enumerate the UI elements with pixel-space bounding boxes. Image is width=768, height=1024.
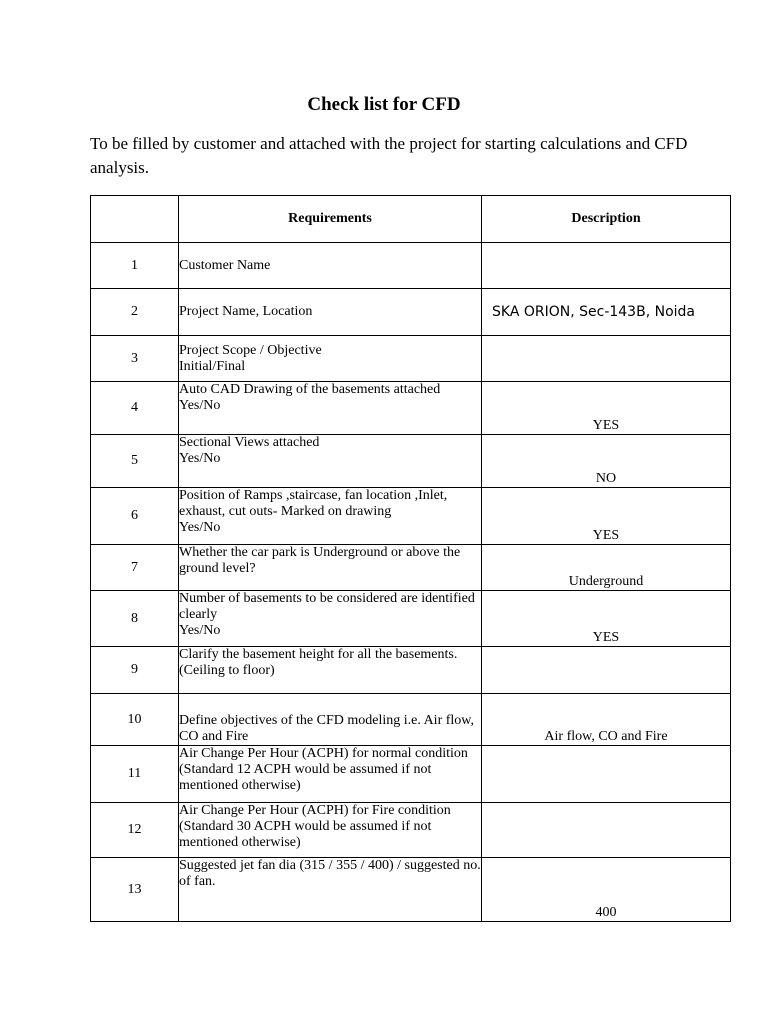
row-description[interactable] bbox=[482, 803, 731, 858]
table-row bbox=[91, 336, 731, 382]
row-number: 3 bbox=[91, 336, 179, 382]
requirement-line: Yes/No bbox=[179, 398, 221, 413]
requirement-line: Suggested jet fan dia (315 / 355 / 400) / suggested no. of fan. bbox=[179, 858, 481, 889]
checklist-table bbox=[90, 195, 731, 922]
row-requirement bbox=[179, 694, 482, 746]
table-header-row bbox=[91, 196, 731, 243]
table-row bbox=[91, 694, 731, 746]
row-requirement bbox=[179, 545, 482, 591]
row-number: 11 bbox=[91, 746, 179, 803]
requirement-line: Air Change Per Hour (ACPH) for Fire condition (Standard 30 ACPH would be assumed if not mentioned otherwise) bbox=[179, 803, 451, 850]
row-requirement bbox=[179, 746, 482, 803]
row-description[interactable] bbox=[482, 647, 731, 694]
row-description[interactable] bbox=[482, 746, 731, 803]
row-requirement bbox=[179, 647, 482, 694]
row-description[interactable] bbox=[482, 243, 731, 289]
row-description[interactable]: YES bbox=[482, 382, 731, 435]
row-number: 10 bbox=[91, 694, 179, 746]
table-row bbox=[91, 289, 731, 336]
row-requirement bbox=[179, 435, 482, 488]
row-description[interactable] bbox=[482, 336, 731, 382]
row-number: 1 bbox=[91, 243, 179, 289]
requirement-line: Customer Name bbox=[179, 257, 271, 273]
row-description[interactable]: YES bbox=[482, 488, 731, 545]
table-row bbox=[91, 858, 731, 922]
requirement-line: Position of Ramps ,staircase, fan location ,Inlet, exhaust, cut outs- Marked on drawing bbox=[179, 488, 448, 519]
document-intro: To be filled by customer and attached with the project for starting calculations and CFD analysis. bbox=[90, 134, 688, 177]
table-row bbox=[91, 591, 731, 647]
row-requirement bbox=[179, 488, 482, 545]
requirement-line: Clarify the basement height for all the basements. bbox=[179, 647, 458, 662]
requirement-line: Air Change Per Hour (ACPH) for normal condition (Standard 12 ACPH would be assumed if not mentioned otherwise) bbox=[179, 746, 468, 793]
requirement-line: Sectional Views attached bbox=[179, 435, 320, 450]
row-number: 7 bbox=[91, 545, 179, 591]
row-number: 5 bbox=[91, 435, 179, 488]
row-number: 9 bbox=[91, 647, 179, 694]
requirement-line: Initial/Final bbox=[179, 358, 246, 374]
row-description[interactable]: YES bbox=[482, 591, 731, 647]
requirement-line: Yes/No bbox=[179, 520, 221, 535]
row-requirement bbox=[179, 382, 482, 435]
row-requirement bbox=[179, 803, 482, 858]
table-row bbox=[91, 803, 731, 858]
requirement-line: Auto CAD Drawing of the basements attached bbox=[179, 382, 441, 397]
row-number: 2 bbox=[91, 289, 179, 336]
table-row bbox=[91, 488, 731, 545]
table-row bbox=[91, 382, 731, 435]
requirement-line: Project Name, Location bbox=[179, 304, 313, 319]
row-number: 6 bbox=[91, 488, 179, 545]
table-row bbox=[91, 545, 731, 591]
table-row bbox=[91, 647, 731, 694]
requirement-line: Number of basements to be considered are identified clearly bbox=[179, 591, 475, 622]
row-requirement bbox=[179, 243, 482, 289]
requirement-line: Project Scope / Objective bbox=[179, 342, 322, 358]
requirement-line: Yes/No bbox=[179, 623, 221, 638]
row-number: 4 bbox=[91, 382, 179, 435]
row-description[interactable]: Air flow, CO and Fire bbox=[482, 694, 731, 746]
header-requirements: Requirements bbox=[179, 196, 482, 243]
requirement-line: Define objectives of the CFD modeling i.e. Air flow, CO and Fire bbox=[179, 713, 474, 744]
row-description[interactable]: 400 bbox=[482, 858, 731, 922]
requirement-line: (Ceiling to floor) bbox=[179, 663, 275, 678]
row-description[interactable]: SKA ORION, Sec-143B, Noida bbox=[482, 289, 731, 336]
requirement-line: Whether the car park is Underground or above the ground level? bbox=[179, 545, 461, 576]
row-number: 12 bbox=[91, 803, 179, 858]
row-requirement bbox=[179, 858, 482, 922]
table-row bbox=[91, 435, 731, 488]
document-title: Check list for CFD bbox=[307, 94, 461, 115]
row-number: 8 bbox=[91, 591, 179, 647]
row-requirement bbox=[179, 336, 482, 382]
row-number: 13 bbox=[91, 858, 179, 922]
table-row bbox=[91, 243, 731, 289]
requirement-line: Yes/No bbox=[179, 451, 221, 466]
row-requirement bbox=[179, 289, 482, 336]
table-row bbox=[91, 746, 731, 803]
row-requirement bbox=[179, 591, 482, 647]
header-number bbox=[91, 196, 179, 243]
header-description: Description bbox=[482, 196, 731, 243]
row-description[interactable]: NO bbox=[482, 435, 731, 488]
row-description[interactable]: Underground bbox=[482, 545, 731, 591]
